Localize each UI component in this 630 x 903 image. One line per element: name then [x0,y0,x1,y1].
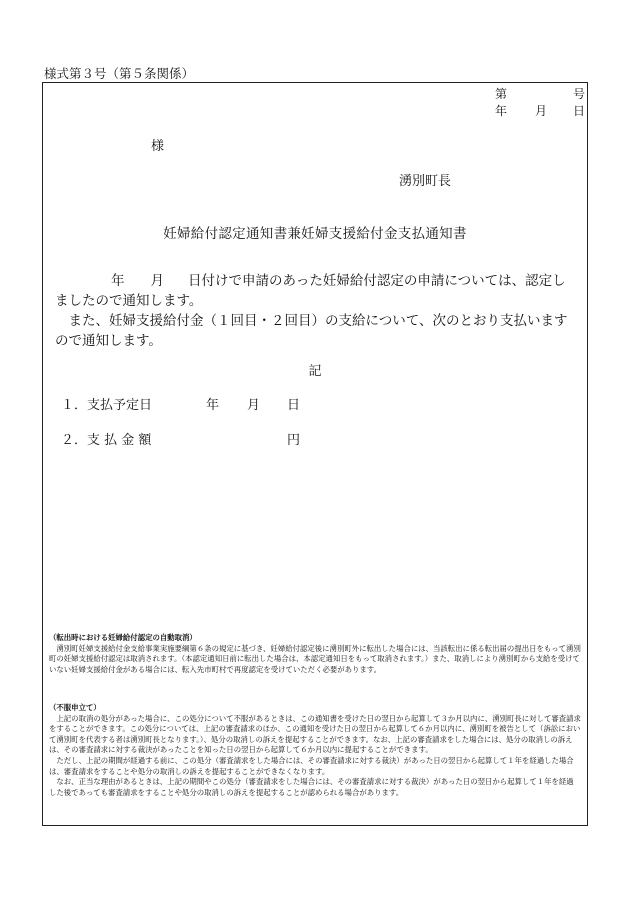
document-number-prefix: 第 [495,87,508,101]
issue-date-year: 年 [495,104,508,118]
body-date-year: 年 [111,273,125,289]
document-frame [42,82,588,826]
transfer-notice-heading: （転出時における妊婦給付認定の自動取消） [49,633,197,642]
issue-date-month: 月 [535,104,548,118]
payment-date-label: １．支払予定日 [61,398,153,413]
body-paragraph-2: また、妊婦支援給付金（１回目・２回目）の支給について、次のとおり支払いますので通知します。 [55,313,568,349]
transfer-notice-text: 湧別町妊婦支援給付金支給事業実施要綱第６条の規定に基づき、妊婦給付認定後に湧別町外に転出した場合には、当該転出に係る転出届の提出日をもって湧別町の妊婦支援給付認定は取消されます。（本認定通知日前に転出した場合は、本認定通知日をもって取消されます。）また、取消しにより湧別町から支給を受けていない妊婦支援給付金がある場合には、転入先市町村で再度認定を受けていただく必要があります。 [49,643,581,674]
payment-date-year: 年 [206,398,220,413]
appeal-notice [49,703,581,798]
appeal-notice-heading: （不服申立て） [49,703,101,712]
appeal-notice-text-3: なお、正当な理由があるときは、上記の期間やこの処分（審査請求をした場合には、その審査請求に対する裁決）があった日の翌日から起算して１年を経過した後であっても審査請求をすることや処分の取消しの訴えを提起することが認められる場合があります。 [49,777,574,797]
issue-date-day: 日 [573,104,586,118]
payment-amount-label: ２．支 払 金 額 [61,433,152,448]
recipient-honorific: 様 [151,139,165,154]
body-paragraph-1 [55,271,575,311]
ki-heading: 記 [308,364,322,379]
transfer-notice [49,633,581,675]
body-date-month: 月 [150,273,164,289]
payment-amount-unit: 円 [287,433,301,448]
document-title: 妊婦給付認定通知書兼妊婦支援給付金支払通知書 [163,226,467,242]
appeal-notice-text-1: 上記の取消の処分があった場合に、この処分について不服があるときは、この通知書を受けた日の翌日から起算して３か月以内に、湧別町長に対して審査請求をすることができます。この処分については、上記の審査請求のほか、この通知を受けた日の翌日から起算して６か月以内に、湧別町を被告として（訴訟において湧別町を代表する者は湧別町長となります。）、処分の取消しの訴えを提起することができます。なお、上記の審査請求をした場合には、処分の取消しの訴えは、その審査請求に対する裁決があったことを知った日の翌日から起算して６か月以内に提起することができます。 [49,713,581,755]
payment-date-day: 日 [287,398,301,413]
payment-date-month: 月 [247,398,261,413]
appeal-notice-text-2: ただし、上記の期間が経過する前に、この処分（審査請求をした場合には、その審査請求に対する裁決）があった日の翌日から起算して１年を経過した場合は、審査請求をすることや処分の取消しの訴えを提起することができなくなります。 [49,755,574,776]
issuer-name: 湧別町長 [399,174,452,189]
document-number-suffix: 号 [573,87,586,101]
body-paragraph-1-text: 日付けで申請のあった妊婦給付認定の申請については、認定しましたので通知します。 [55,273,566,309]
form-number-label: 様式第３号（第５条関係） [44,66,195,81]
